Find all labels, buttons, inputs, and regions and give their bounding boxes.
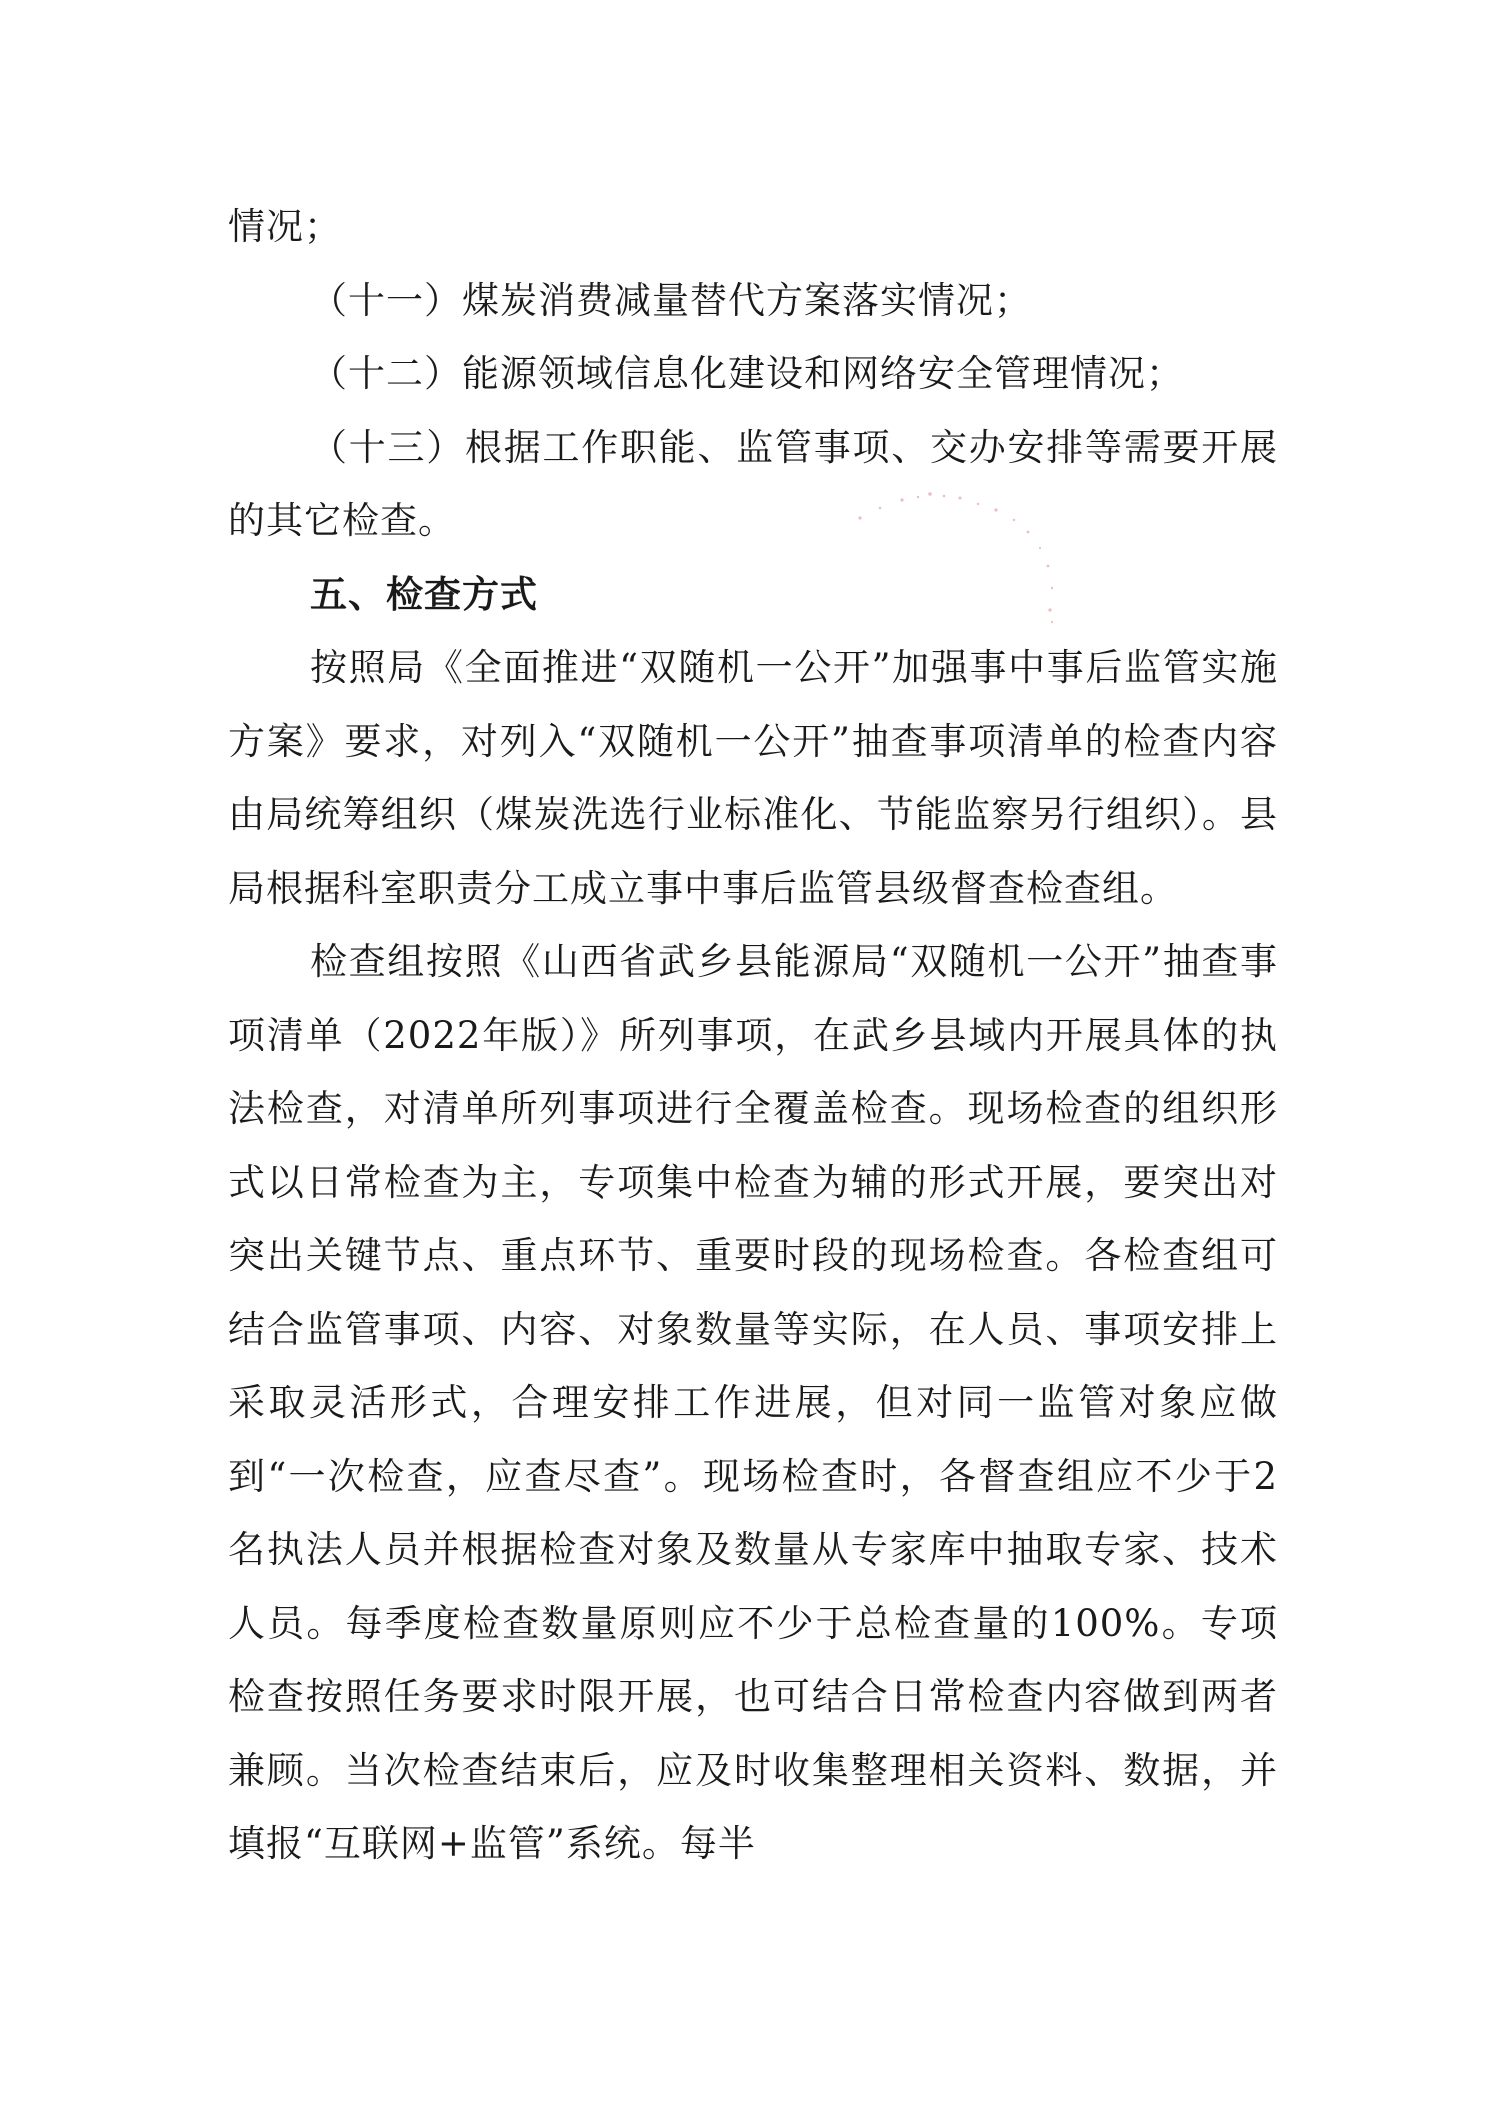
list-item-eleven: （十一）煤炭消费减量替代方案落实情况；	[310, 278, 1032, 322]
list-item-twelve: （十二）能源领域信息化建设和网络安全管理情况；	[310, 352, 1184, 395]
list-item-thirteen: （十三）根据工作职能、监管事项、交办安排等需要开展的其它检查。	[228, 425, 1278, 542]
body-paragraph-inspection-groups: 检查组按照《山西省武乡县能源局“双随机一公开”抽查事项清单（2022年版）》所列事项，在武乡县域内开展具体的执法检查，对清单所列事项进行全覆盖检查。现场检查的组织形式以日常检查为主，专项集中检查为辅的形式开展，要突出对突出关键节点、重点环节、重要时段的现场检查。各检查组可结合监管事项、内容、对象数量等实际，在人员、事项安排上采取灵活形式，合理安排工作进展，但对同一监管对象应做到“一次检查，应查尽查”。现场检查时，各督查组应不少于2名执法人员并根据检查对象及数量从专家库中抽取专家、技术人员。每季度检查数量原则应不少于总检查量的100%。专项检查按照任务要求时限开展，也可结合日常检查内容做到两者兼顾。当次检查结束后，应及时收集整理相关资料、数据，并填报“互联网+监管”系统。每半	[228, 940, 1278, 1865]
continuation-line: 情况；	[228, 205, 342, 248]
body-paragraph-organization: 按照局《全面推进“双随机一公开”加强事中事后监管实施方案》要求，对列入“双随机一公开”抽查事项清单的检查内容由局统筹组织（煤炭洗选行业标准化、节能监察另行组织）。县局根据科室职责分工成立事中事后监管县级督查检查组。	[228, 646, 1278, 910]
document-body	[228, 190, 1278, 1881]
section-heading-inspection-method: 五、检查方式	[310, 572, 538, 616]
